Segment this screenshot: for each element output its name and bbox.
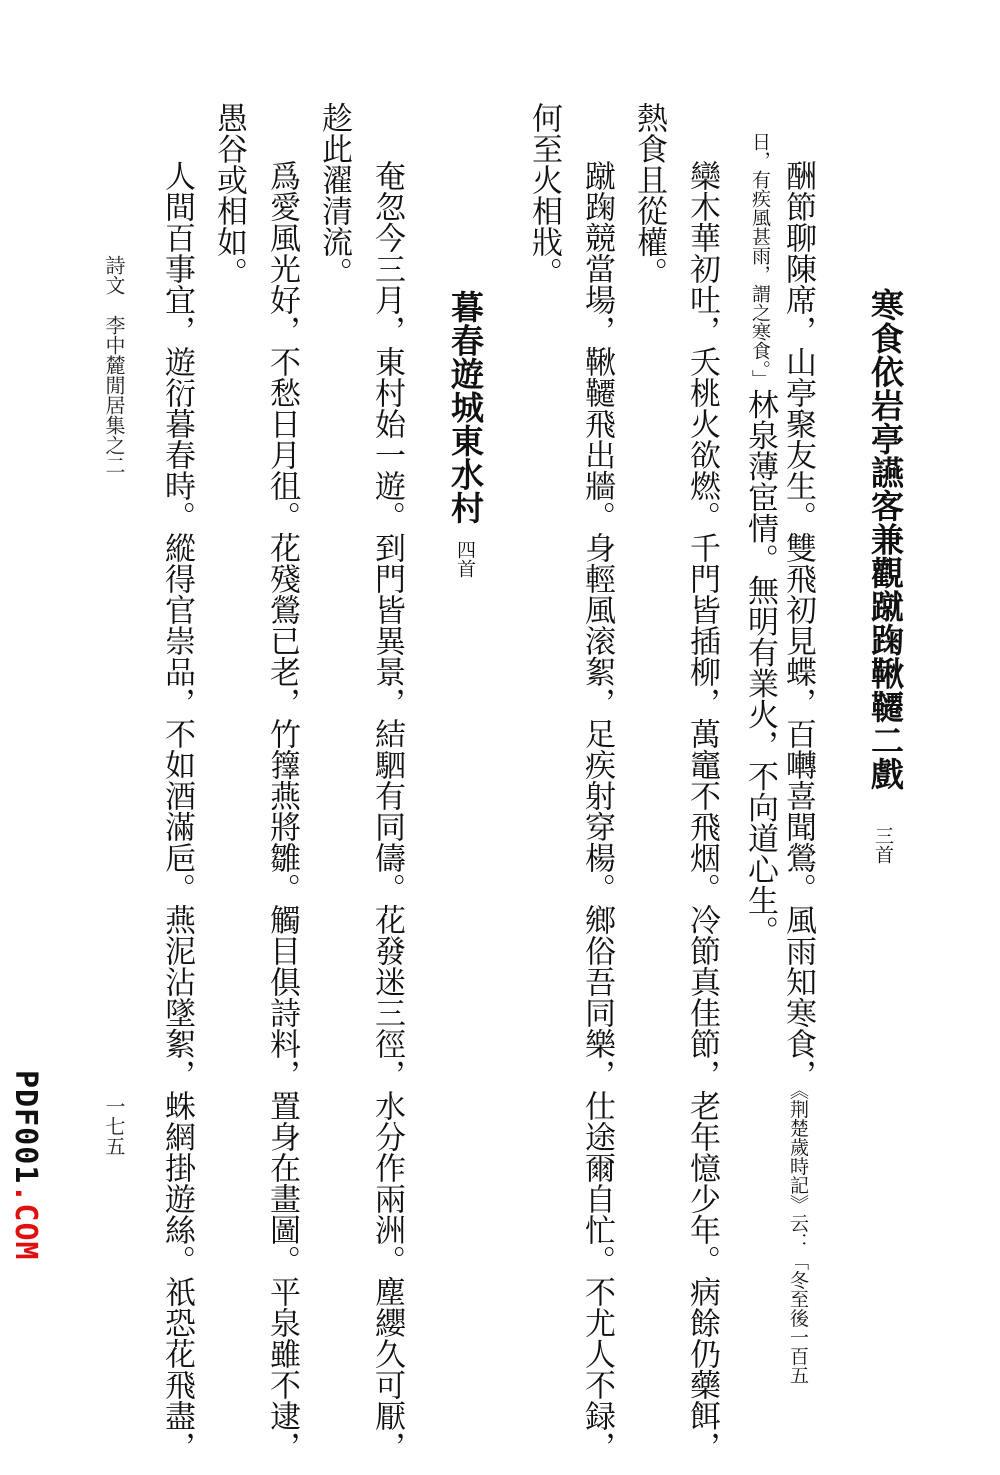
watermark: [8, 1070, 43, 1261]
poem-title: 寒食依岩亭讌客兼觀蹴踘鞦韆二戲: [866, 288, 905, 791]
verse-line: 爲愛風光好，不愁日月徂。花殘鶯已老，竹籜燕將雛。觸目俱詩料，置身在畫圖。平泉雖不逮，: [264, 160, 300, 1462]
poem-count: 四首: [454, 540, 476, 578]
watermark-domain: .COM: [8, 1184, 43, 1261]
verse-line: 愚谷或相如。: [211, 102, 247, 288]
watermark-text: PDF001: [8, 1070, 43, 1185]
verse-line: 何至火相戕。: [526, 102, 562, 288]
verse-line: 熱食且從權。: [631, 102, 667, 288]
verse-line: 奄忽今三月，東村始一遊。到門皆異景，結駟有同儔。花發迷三徑，水分作兩洲。塵纓久可厭，: [369, 160, 405, 1462]
verse-line: 人間百事宜，遊衍暮春時。縱得官崇品，不如酒滿巵。燕泥沾墜絮，蛛網掛遊絲。祇恐花飛盡，: [159, 160, 195, 1462]
verse-line: 欒木華初吐，夭桃火欲燃。千門皆插柳，萬竈不飛烟。冷節真佳節，老年憶少年。病餘仍藥餌，: [684, 160, 720, 1462]
page-number: 一七五: [102, 1096, 126, 1156]
poem-count: 三首: [872, 826, 894, 864]
verse-line: 趁此濯清流。: [316, 102, 352, 288]
verse-line: 蹴踘競當場，鞦韆飛出牆。身輕風滚絮，足疾射穿楊。鄉俗吾同樂，仕途爾自忙。不尤人不録，: [579, 160, 615, 1462]
poem-title: 暮春遊城東水村: [446, 290, 485, 525]
verse-text: 林泉薄宦情。無明有業火，不向道心生。: [742, 388, 778, 947]
annotation-note: 日，有疾風甚雨，謂之寒食。」: [749, 132, 771, 389]
running-footer: 詩文 李中麓閒居集之二: [102, 255, 126, 475]
verse-line: [738, 132, 783, 947]
annotation-note: 《荆楚歲時記》云：「冬至後一百五: [787, 1090, 809, 1385]
verse-text: 酬節聊陳席，山亭聚友生。雙飛初見蝶，百囀喜聞鶯。風雨知寒食，: [780, 160, 816, 1090]
